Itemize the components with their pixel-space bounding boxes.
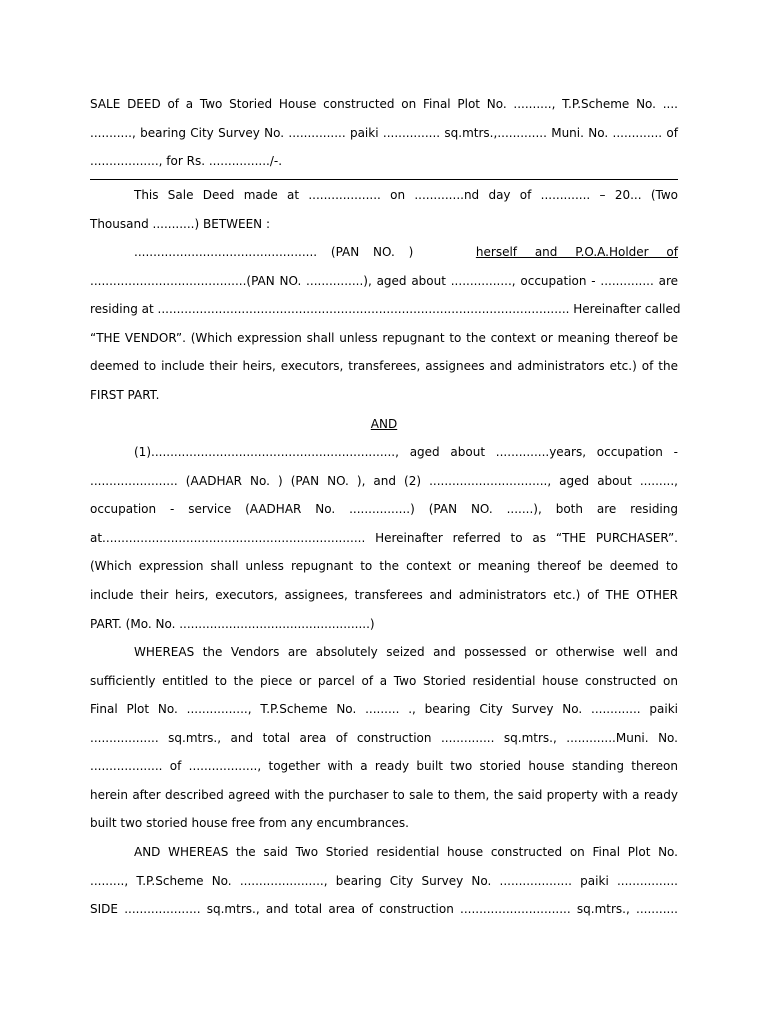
- whereas-line-6: herein after described agreed with the purchaser to sale to them, the said property with a ready: [90, 788, 678, 802]
- intro-line-2: Thousand ...........) BETWEEN :: [90, 217, 270, 231]
- whereas-line-3: Final Plot No. ................, T.P.Scheme No. ......... ., bearing City Survey No. ............. paiki: [90, 702, 678, 716]
- vendor-poa-holder: herself and P.O.A.Holder of: [475, 245, 678, 259]
- purchaser-line-1: (1)................................................................, aged about ..............years, occupation -: [134, 445, 678, 459]
- deed-title-line-1: SALE DEED of a Two Storied House constructed on Final Plot No. .........., T.P.Scheme No. ....: [90, 97, 678, 111]
- deed-title-line-2: ..........., bearing City Survey No. ............... paiki ............... sq.mtrs.,............. Muni. No. ............. of: [90, 126, 678, 140]
- vendor-name-pan: ................................................ (PAN NO. ): [134, 245, 414, 259]
- vendor-line-4: “THE VENDOR”. (Which expression shall unless repugnant to the context or meaning thereof be: [90, 331, 678, 345]
- deed-title-line-3: .................., for Rs. ................/-.: [90, 154, 283, 168]
- intro-line-1: This Sale Deed made at ................... on .............nd day of ............. – 20... (Two: [134, 188, 678, 202]
- whereas-line-4: .................. sq.mtrs., and total area of construction .............. sq.mtrs., .............Muni. No.: [90, 731, 678, 745]
- and-whereas-line-1: AND WHEREAS the said Two Storied residential house constructed on Final Plot No.: [134, 845, 678, 859]
- purchaser-line-5: (Which expression shall unless repugnant to the context or meaning thereof be deemed to: [90, 559, 678, 573]
- vendor-line-3: residing at ............................................................................................................ Hereinafter called: [90, 302, 681, 316]
- purchaser-line-2: ....................... (AADHAR No. ) (PAN NO. ), and (2) ..............................., aged about .........,: [90, 474, 678, 488]
- purchaser-line-4: at..................................................................... Hereinafter referred to as “THE PURCHASER”.: [90, 531, 678, 545]
- whereas-line-7: built two storied house free from any encumbrances.: [90, 816, 409, 830]
- purchaser-line-6: include their heirs, executors, assignees, transferees and administrators etc.) of THE OTHER: [90, 588, 678, 602]
- header-divider: [90, 179, 678, 180]
- purchaser-line-3: occupation - service (AADHAR No. ................) (PAN NO. .......), both are residing: [90, 502, 678, 516]
- whereas-line-5: ................... of .................., together with a ready built two storied house standing thereon: [90, 759, 678, 773]
- purchaser-line-7: PART. (Mo. No. ..................................................): [90, 617, 375, 631]
- and-whereas-line-2: ........., T.P.Scheme No. ......................, bearing City Survey No. ................... paiki ................: [90, 874, 678, 888]
- whereas-line-2: sufficiently entitled to the piece or parcel of a Two Storied residential house constructed on: [90, 674, 678, 688]
- whereas-line-1: WHEREAS the Vendors are absolutely seized and possessed or otherwise well and: [134, 645, 678, 659]
- vendor-line-2: .........................................(PAN NO. ...............), aged about ................, occupation - .............. are: [90, 274, 678, 288]
- and-heading: AND: [370, 417, 398, 431]
- and-whereas-line-3: SIDE .................... sq.mtrs., and total area of construction ............................. sq.mtrs., ...........: [90, 902, 678, 916]
- vendor-line-6: FIRST PART.: [90, 388, 160, 402]
- vendor-line-5: deemed to include their heirs, executors, transferees, assignees and administrators etc.) of the: [90, 359, 678, 373]
- vendor-line-1: [134, 244, 678, 260]
